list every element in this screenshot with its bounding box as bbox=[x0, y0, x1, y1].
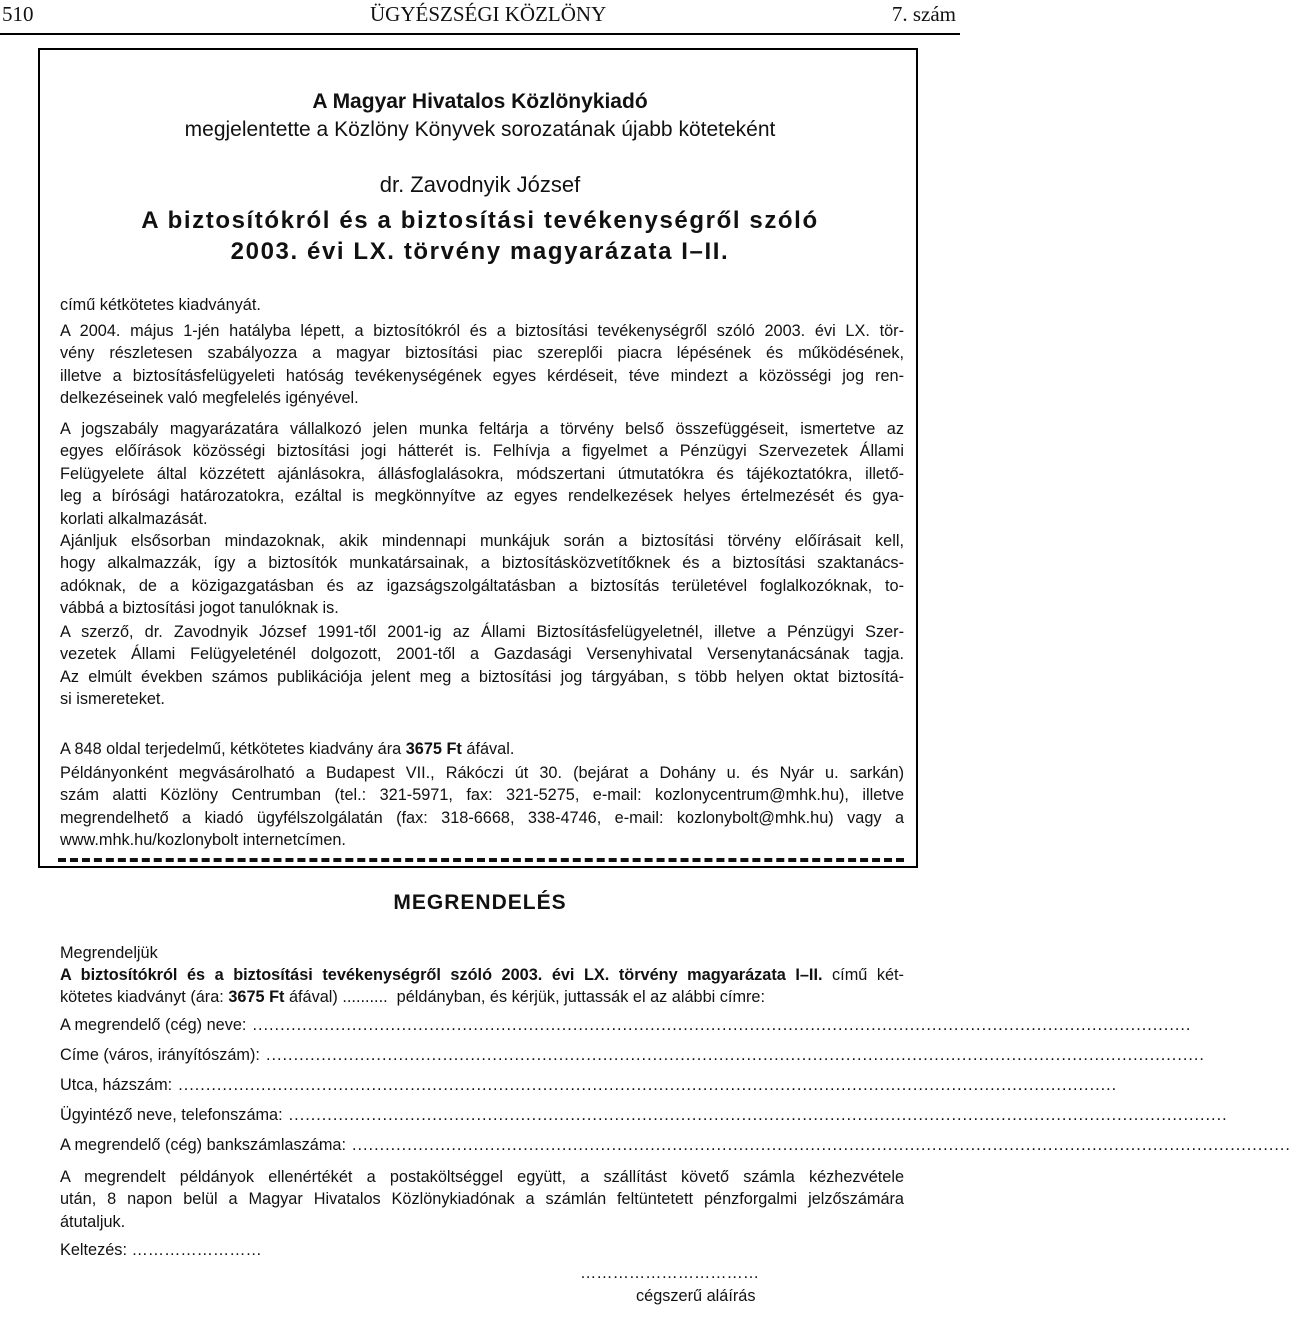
order-book-title: A biztosítókról és a biztosítási tevékenységről szóló 2003. évi LX. törvény magyarázata I–II. bbox=[60, 966, 823, 984]
payment-terms: A megrendelt példányok ellenértékét a postaköltséggel együtt, a szállítást követő számla kézhezvétele után, 8 napon belül a Magyar Hivatalos Közlönykiadónak a számlán feltüntetett pénzforgalmi jelzőszámára átutaljuk. bbox=[60, 1168, 904, 1231]
contact-field[interactable]: Ügyintéző neve, telefonszáma: .......................................................................................................................................................................... bbox=[60, 1106, 1228, 1124]
paragraph-commentary: A jogszabály magyarázatára vállalkozó jelen munka feltárja a törvény belső összefüggéseit, ismertetve az egyes előírások közösségi biztosítási jogi hátterét is. Felhívja a figyelmet a Pénzügyi Szervezetek Állami Felügyelete által közzétett ajánlásokra, állásfoglalásokra, módszertani útmutatókra és tájékoztatókra, illető- leg a bírósági határozatokra, ezáltal is megkönnyítve az egyes rendelkezések helyes értelmezését és gya- korlati alkalmazását. bbox=[60, 420, 904, 528]
journal-title: ÜGYÉSZSÉGI KÖZLÖNY bbox=[370, 2, 607, 26]
publisher-subtitle: megjelentette a Közlöny Könyvek sorozatának újabb köteteként bbox=[184, 118, 776, 141]
price-amount: 3675 Ft bbox=[405, 740, 462, 758]
paragraph-author-bio: A szerző, dr. Zavodnyik József 1991-től 2001-ig az Állami Biztosításfelügyeletnél, illetve a Pénzügyi Szer- vezetek Állami Felügyeleténél dolgozott, 2001-től a Gazdasági Versenyhivatal Versenytanácsának tagja. Az elmúlt években számos publikációja jelent meg a biztosítási jog tárgyában, s több helyen oktat biztosítá- si ismereteket. bbox=[60, 623, 904, 709]
paragraph-audience: Ajánljuk elsősorban mindazoknak, akik mindennapi munkájuk során a biztosítási törvény előírásait kell, hogy alkalmazzák, így a biztosítók munkatársainak, a biztosításközvetítőknek és a biztosítási szaktanács- adóknak, de a közigazgatásban és az igazságszolgáltatásban a biztosítás területével foglalkozóknak, to- vábbá a biztosítási jogot tanulóknak is. bbox=[60, 532, 904, 618]
order-form-title: MEGRENDELÉS bbox=[393, 891, 567, 914]
cut-line bbox=[58, 858, 904, 862]
order-book-line: A biztosítókról és a biztosítási tevékenységről szóló 2003. évi LX. törvény magyarázata I–II. című két- kötetes kiadványt (ára: 3675 Ft áfával) .......... példányban, és kérjük, juttassák el az alábbi címre: bbox=[60, 966, 904, 1007]
book-title-line-1: A biztosítókról és a biztosítási tevékenységről szóló bbox=[141, 207, 819, 234]
signature-label: cégszerű aláírás bbox=[636, 1287, 756, 1305]
purchase-info: Példányonként megvásárolható a Budapest VII., Rákóczi út 30. (bejárat a Dohány u. és Nyár u. sarkán) szám alatti Közlöny Centrumban (tel.: 321-5971, fax: 321-5275, e-mail: kozlonycentrum@mhk.hu), illetve megrendelhető a kiadó ügyfélszolgálatán (fax: 318-6668, 338-4746, e-mail: kozlonybolt@mhk.hu) vagy a www.mhk.hu/kozlonybolt internetcímen. bbox=[60, 764, 904, 850]
date-field[interactable]: Keltezés: …………………… bbox=[60, 1241, 262, 1259]
quantity-field[interactable]: .......... bbox=[342, 988, 388, 1007]
page-number: 510 bbox=[2, 2, 34, 26]
header-rule bbox=[0, 33, 960, 35]
publisher-line: A Magyar Hivatalos Közlönykiadó bbox=[312, 90, 648, 113]
issue-number: 7. szám bbox=[891, 2, 956, 26]
paragraph-law-overview: A 2004. május 1-jén hatályba lépett, a biztosítókról és a biztosítási tevékenységről szóló 2003. évi LX. tör- vény részletesen szabályozza a magyar biztosítási piac szereplői piacra lépésének és működésének, illetve a biztosításfelügyeleti hatóság tevékenységének egyes kérdéseit, téve mindezt a közösségi jog ren- delkezéseinek való megfelelés igényével. bbox=[60, 322, 904, 408]
orderer-name-field[interactable]: A megrendelő (cég) neve: .......................................................................................................................................................................... bbox=[60, 1016, 1192, 1034]
bank-account-field[interactable]: A megrendelő (cég) bankszámlaszáma: .......................................................................................................................................................................... bbox=[60, 1136, 1291, 1154]
book-author: dr. Zavodnyik József bbox=[379, 172, 581, 197]
book-intro: című kétkötetes kiadványát. bbox=[60, 296, 261, 314]
address-field[interactable]: Címe (város, irányítószám): .......................................................................................................................................................................... bbox=[60, 1046, 1205, 1064]
page-header bbox=[0, 0, 960, 30]
book-title-line-2: 2003. évi LX. törvény magyarázata I–II. bbox=[230, 238, 730, 265]
street-field[interactable]: Utca, házszám: .......................................................................................................................................................................... bbox=[60, 1076, 1118, 1094]
order-request: Megrendeljük bbox=[60, 944, 158, 962]
price-line: A 848 oldal terjedelmű, kétkötetes kiadvány ára 3675 Ft áfával. bbox=[60, 740, 515, 758]
signature-line[interactable]: …………………………… bbox=[580, 1264, 760, 1282]
